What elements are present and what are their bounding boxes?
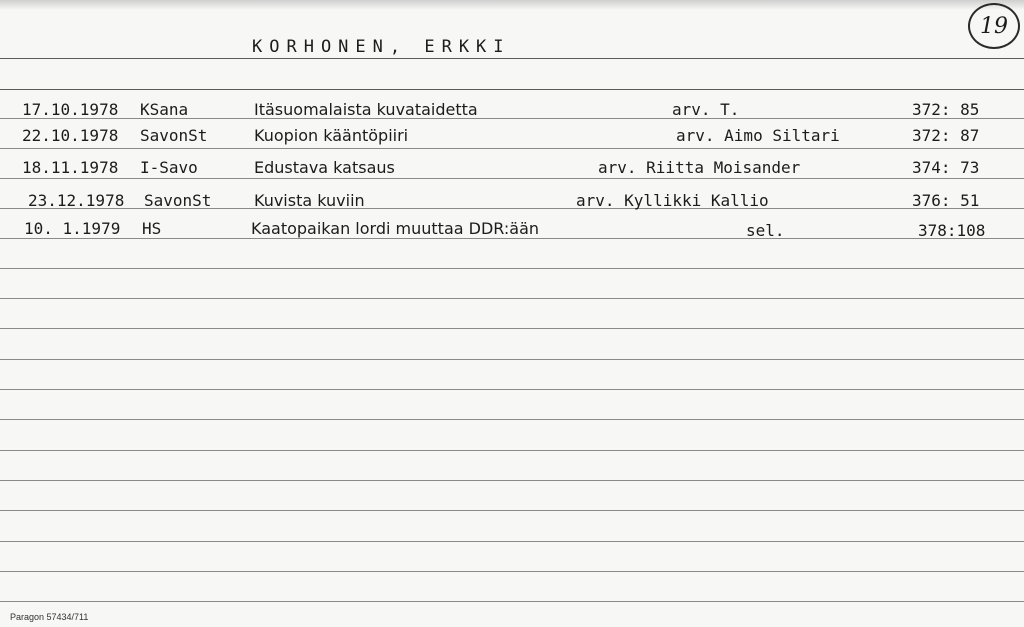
- rule-line: [0, 480, 1024, 481]
- form-footer: Paragon 57434/711: [10, 612, 89, 622]
- entry-ref: 376: 51: [912, 191, 980, 210]
- entry-title: Kaatopaikan lordi muuttaa DDR:ään: [251, 219, 540, 238]
- scan-edge: [0, 0, 1024, 10]
- entry-title: Kuopion kääntöpiiri: [254, 126, 409, 145]
- rule-line: [0, 328, 1024, 329]
- entry-ref: 372: 87: [912, 126, 980, 145]
- entry-source: KSana: [140, 100, 189, 119]
- rule-line: [0, 178, 1024, 179]
- entry-reviewer: arv. Kyllikki Kallio: [576, 191, 769, 210]
- rule-line: [0, 389, 1024, 390]
- rule-line: [0, 89, 1024, 90]
- entry-date: 10. 1.1979: [24, 219, 121, 238]
- entry-source: HS: [142, 219, 162, 238]
- entry-ref: 374: 73: [912, 158, 980, 177]
- rule-line: [0, 541, 1024, 542]
- card-number-circle: [968, 3, 1020, 49]
- rule-line: [0, 58, 1024, 59]
- entry-reviewer: arv. Aimo Siltari: [676, 126, 840, 145]
- card-number: 19: [980, 13, 1008, 39]
- entry-title: Edustava katsaus: [254, 158, 395, 177]
- rule-line: [0, 238, 1024, 239]
- entry-source: SavonSt: [140, 126, 208, 145]
- rule-line: [0, 510, 1024, 511]
- entry-date: 22.10.1978: [22, 126, 119, 145]
- rule-line: [0, 601, 1024, 602]
- rule-line: [0, 571, 1024, 572]
- person-name: KORHONEN, ERKKI: [252, 37, 511, 57]
- entry-ref: 378:108: [918, 221, 986, 240]
- entry-ref: 372: 85: [912, 100, 980, 119]
- entry-date: 17.10.1978: [22, 100, 119, 119]
- entry-date: 23.12.1978: [28, 191, 125, 210]
- entry-date: 18.11.1978: [22, 158, 119, 177]
- rule-line: [0, 359, 1024, 360]
- entry-source: SavonSt: [144, 191, 212, 210]
- entry-title: Kuvista kuviin: [254, 191, 365, 210]
- rule-line: [0, 148, 1024, 149]
- rule-line: [0, 419, 1024, 420]
- entry-reviewer: arv. Riitta Moisander: [598, 158, 801, 177]
- rule-line: [0, 450, 1024, 451]
- entry-reviewer: arv. T.: [672, 100, 740, 119]
- rule-line: [0, 298, 1024, 299]
- entry-reviewer: sel.: [746, 221, 785, 240]
- entry-title: Itäsuomalaista kuvataidetta: [254, 100, 478, 119]
- rule-line: [0, 268, 1024, 269]
- entry-source: I-Savo: [140, 158, 198, 177]
